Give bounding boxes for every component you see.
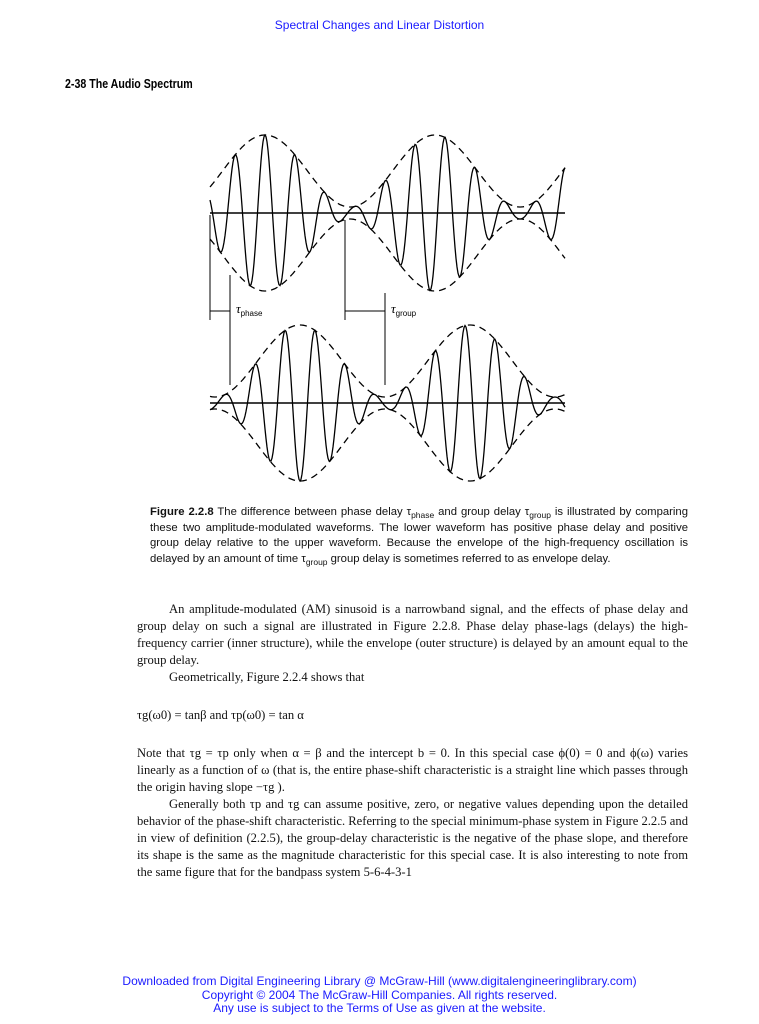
envelope-lower (210, 219, 565, 291)
envelope-upper (210, 325, 565, 397)
lower-waveform (210, 325, 565, 481)
footer-terms[interactable]: Any use is subject to the Terms of Use as given at the website. (213, 1001, 546, 1015)
equation: τg(ω0) = tanβ and τp(ω0) = tan α (137, 708, 304, 722)
running-header: Spectral Changes and Linear Distortion (274, 18, 485, 32)
envelope-upper (210, 135, 565, 207)
paragraph: Note that τg = τp only when α = β and the intercept b = 0. In this special case ϕ(0) = 0 and ϕ(ω) varies linearly as a function of ω (that is, the entire phase-shift characteristic is a straight line which passes through the origin having slope −τg ). (137, 746, 688, 794)
paragraph: An amplitude-modulated (AM) sinusoid is a narrowband signal, and the effects of phase delay and group delay on such a signal are illustrated in Figure 2.2.8. Phase delay phase-lags (delays) the high-frequency carrier (inner structure), while the envelope (outer structure) is delayed by an amount equal to the group delay. (137, 602, 688, 667)
paragraph: Geometrically, Figure 2.2.4 shows that (169, 670, 365, 684)
section-title: 2-38 The Audio Spectrum (65, 77, 193, 91)
delay-markers (210, 215, 385, 385)
footer-copyright: Copyright © 2004 The McGraw-Hill Companies. All rights reserved. (201, 987, 558, 1002)
am-waveform-figure (200, 125, 580, 485)
figure-caption: Figure 2.2.8 The difference between phase delay $\tau_{phase}$ and group delay $\tau_{group}$ is illustrated by comparing these two amplitude-modulated waveforms. The lower waveform has positive phase delay and positive group delay relative to the upper waveform. Because the envelope of the high-frequency oscillation is delayed by an amount of time $\tau_{group}$ group delay is sometimes referred to as envelope delay. (150, 506, 688, 567)
tau-phase-label: $\tau_{phase}$ (236, 301, 263, 318)
upper-waveform (210, 135, 565, 291)
tau-group-label: $\tau_{group}$ (391, 301, 417, 318)
footer-download-link[interactable]: Downloaded from Digital Engineering Library @ McGraw-Hill (www.digitalengineeringlibrary.com) (122, 974, 637, 988)
footer (0, 975, 759, 1016)
paragraph: Generally both τp and τg can assume positive, zero, or negative values depending upon the detailed behavior of the phase-shift characteristic. Referring to the special minimum-phase system in Figure 2.2.5 and in view of definition (2.2.5), the group-delay characteristic is the negative of the phase slope, and therefore its shape is the same as the magnitude characteristic for this special case. It is also interesting to note from the same figure that for the bandpass system 5-6-4-3-1 (137, 797, 688, 879)
